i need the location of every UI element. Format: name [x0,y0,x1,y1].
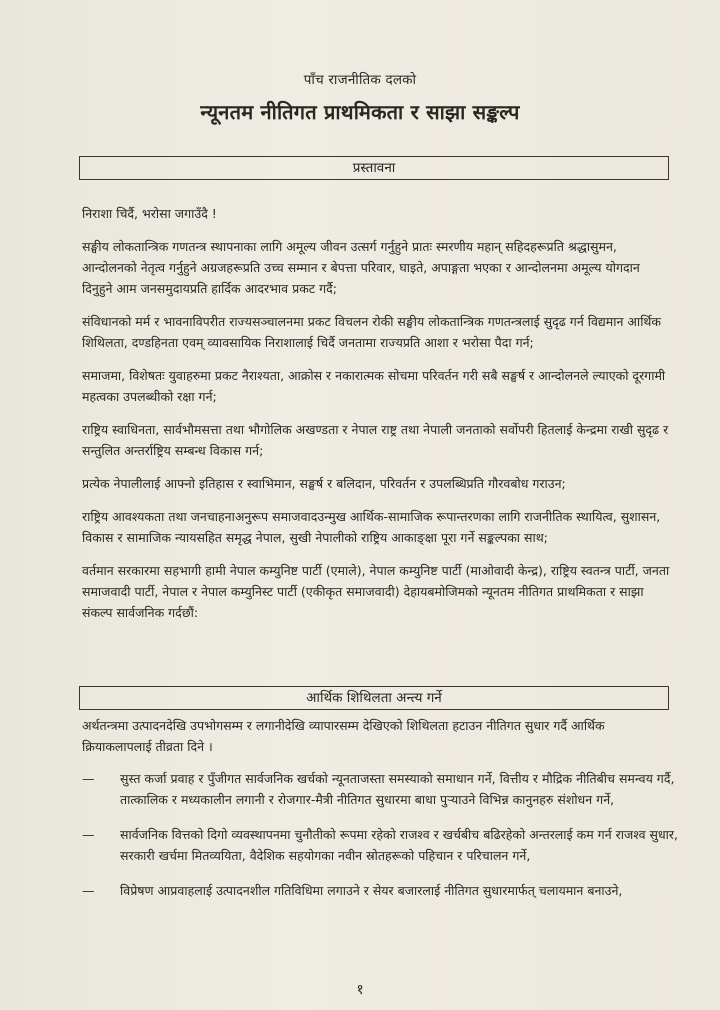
list-item [82,824,678,866]
document-title: न्यूनतम नीतिगत प्राथमिकता र साझा सङ्कल्प [200,100,520,124]
dash-marker: — [82,771,95,786]
dash-marker: — [82,827,95,842]
preamble-body [82,203,674,635]
document-subtitle: पाँच राजनीतिक दलको [303,72,417,88]
economic-intro [82,715,674,769]
economic-intro-paragraph: अर्थतन्त्रमा उत्पादनदेखि उपभोगसम्म र लगानीदेखि व्यापारसम्म देखिएको शिथिलता हटाउन नीतिगत सुधार गर्दै आर्थिक क्रियाकलापलाई तीव्रता दिने । [82,718,605,754]
preamble-paragraph: निराशा चिर्दै, भरोसा जगाउँदै ! [82,206,217,221]
preamble-paragraph: राष्ट्रिय स्वाधिनता, सार्वभौमसत्ता तथा भौगोलिक अखण्डता र नेपाल राष्ट्र तथा नेपाली जनताको सर्वोपरी हितलाई केन्द्रमा राखी सुदृढ र सन्तुलित अन्तर्राष्ट्रिय सम्बन्ध विकास गर्न; [82,422,669,458]
preamble-paragraph: वर्तमान सरकारमा सहभागी हामी नेपाल कम्युनिष्ट पार्टी (एमाले), नेपाल कम्युनिष्ट पार्टी (माओवादी केन्द्र), राष्ट्रिय स्वतन्त्र पार्टी, जनता समाजवादी पार्टी, नेपाल र नेपाल कम्युनिस्ट पार्टी (एकीकृत समाजवादी) देहायबमोजिमको न्यूनतम नीतिगत प्राथमिकता र साझा संकल्प सार्वजनिक गर्दछौं: [82,563,670,620]
page-number: १ [356,982,364,998]
list-item-text: सुस्त कर्जा प्रवाह र पुँजीगत सार्वजनिक खर्चको न्यूनताजस्ता समस्याको समाधान गर्ने, वित्तीय र मौद्रिक नीतिबीच समन्वय गर्दै, तात्कालिक र मध्यकालीन लगानी र रोजगार-मैत्री नीतिगत सुधारमा बाधा पुऱ्याउने विभिन्न कानुनहरु संशोधन गर्ने, [120,771,675,807]
list-item-text: सार्वजनिक वित्तको दिगो व्यवस्थापनमा चुनौतीको रूपमा रहेको राजश्व र खर्चबीच बढिरहेको अन्तरलाई कम गर्न राजश्व सुधार, सरकारी खर्चमा मितव्ययिता, वैदेशिक सहयोगका नवीन स्रोतहरूको पहिचान र परिचालन गर्ने, [120,827,678,863]
economic-bullet-list [82,768,678,915]
dash-marker: — [82,883,95,898]
list-item [82,880,678,901]
section-heading-preamble: प्रस्तावना [79,156,669,180]
preamble-paragraph: सङ्घीय लोकतान्त्रिक गणतन्त्र स्थापनाका लागि अमूल्य जीवन उत्सर्ग गर्नुहुने प्रातः स्मरणीय महान् सहिदहरूप्रति श्रद्धासुमन, आन्दोलनको नेतृत्व गर्नुहुने अग्रजहरूप्रति उच्च सम्मान र बेपत्ता परिवार, घाइते, अपाङ्गता भएका र आन्दोलनमा अमूल्य योगदान दिनुहुने आम जनसमुदायप्रति हार्दिक आदरभाव प्रकट गर्दै; [82,239,640,296]
list-item [82,768,678,810]
preamble-paragraph: समाजमा, विशेषतः युवाहरुमा प्रकट नैराश्यता, आक्रोस र नकारात्मक सोचमा परिवर्तन गरी सबै सङ्घर्ष र आन्दोलनले ल्याएको दूरगामी महत्वका उपलब्धीको रक्षा गर्न; [82,368,666,404]
section-heading-economic: आर्थिक शिथिलता अन्त्य गर्ने [79,686,669,710]
preamble-paragraph: राष्ट्रिय आवश्यकता तथा जनचाहनाअनुरूप समाजवादउन्मुख आर्थिक-सामाजिक रूपान्तरणका लागि राजनीतिक स्थायित्व, सुशासन, विकास र सामाजिक न्यायसहित समृद्ध नेपाल, सुखी नेपालीको राष्ट्रिय आकाङ्क्षा पूरा गर्ने सङ्कल्पका साथ; [82,509,661,545]
preamble-paragraph: प्रत्येक नेपालीलाई आफ्नो इतिहास र स्वाभिमान, सङ्घर्ष र बलिदान, परिवर्तन र उपलब्धिप्रति गौरवबोध गराउन; [82,476,566,491]
preamble-paragraph: संविधानको मर्म र भावनाविपरीत राज्यसञ्चालनमा प्रकट विचलन रोकी सङ्घीय लोकतान्त्रिक गणतन्त्रलाई सुदृढ गर्न विद्यमान आर्थिक शिथिलता, दण्डहिनता एवम् व्यावसायिक निराशालाई चिर्दै जनतामा राज्यप्रति आशा र भरोसा पैदा गर्न; [82,314,662,350]
list-item-text: विप्रेषण आप्रवाहलाई उत्पादनशील गतिविधिमा लगाउने र सेयर बजारलाई नीतिगत सुधारमार्फत् चलायमान बनाउने, [120,883,623,898]
document-header [0,70,720,125]
